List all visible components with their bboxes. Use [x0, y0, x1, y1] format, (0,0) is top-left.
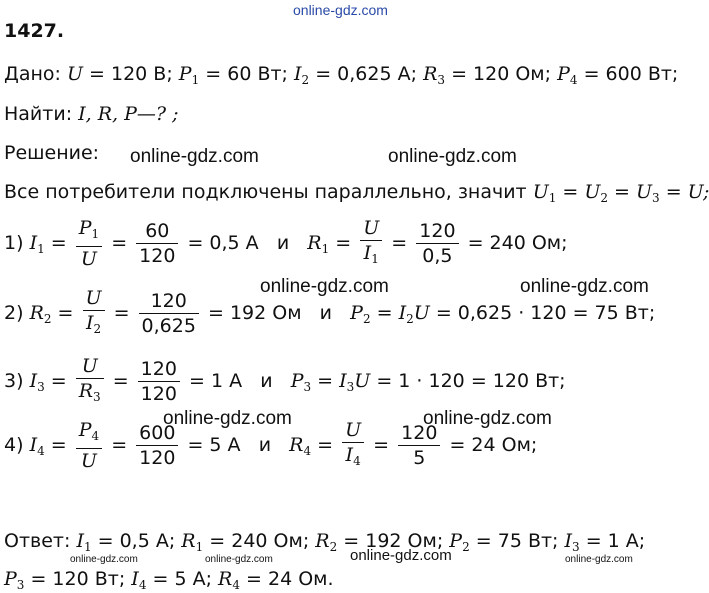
- find-line: Найти: I, R, P—? ;: [4, 103, 179, 125]
- step-4: 4) $I_4$ = $\frac{P_4}{U}$ = $\frac{600}{120}$ = 5 А и $R_4$ = $\frac{U}{I_4}$ = $\frac{120}{5}$ = 24 Ом;: [4, 419, 538, 472]
- watermark: online-gdz.com: [423, 408, 552, 429]
- watermark: online-gdz.com: [163, 408, 292, 429]
- given-label: Дано:: [4, 63, 61, 85]
- watermark: online-gdz.com: [130, 146, 259, 167]
- step-2: 2) $R_2$ = $\frac{U}{I_2}$ = $\frac{120}{0,625}$ = 192 Ом и $P_2 = I_2U = 0,625 \cdot 120 = 75$ Вт;: [4, 287, 656, 337]
- parallel-line: Все потребители подключены параллельно, значит $U_1 = U_2 = U_3 = U$;: [4, 181, 709, 205]
- step-3: 3) $I_3$ = $\frac{U}{R_3}$ = $\frac{120}{120}$ = 1 А и $P_3 = I_3U = 1 \cdot 120 = 120$ Вт;: [4, 355, 566, 405]
- solution-label: Решение:: [4, 142, 100, 164]
- answer-line-2: $P_3 = 120$ Вт; $I_4 = 5$ А; $R_4 = 24$ Ом.: [4, 568, 334, 592]
- given-line: Дано: U = 120 В; $P_1 = 60$ Вт; $I_2 = 0,625$ А; $R_3 = 120$ Ом; $P_4 = 600$ Вт;: [4, 63, 679, 87]
- watermark-small: online-gdz.com: [205, 554, 273, 565]
- watermark-top: online-gdz.com: [293, 2, 388, 18]
- problem-number: 1427.: [4, 20, 65, 42]
- watermark-small: online-gdz.com: [70, 554, 138, 565]
- watermark-small: online-gdz.com: [565, 554, 633, 565]
- step-1: 1) $I_1$ = $\frac{P_1}{U}$ = $\frac{60}{120}$ = 0,5 А и $R_1$ = $\frac{U}{I_1}$ = $\frac{120}{0,5}$ = 240 Ом;: [4, 217, 568, 270]
- watermark: online-gdz.com: [388, 146, 517, 167]
- watermark: online-gdz.com: [260, 276, 389, 297]
- watermark: online-gdz.com: [520, 276, 649, 297]
- answer-line-1: Ответ: $I_1 = 0,5$ А; $R_1 = 240$ Ом; $R_2 = 192$ Ом; $P_2 = 75$ Вт; $I_3 = 1$ А;: [4, 530, 646, 554]
- watermark: online-gdz.com: [350, 547, 452, 564]
